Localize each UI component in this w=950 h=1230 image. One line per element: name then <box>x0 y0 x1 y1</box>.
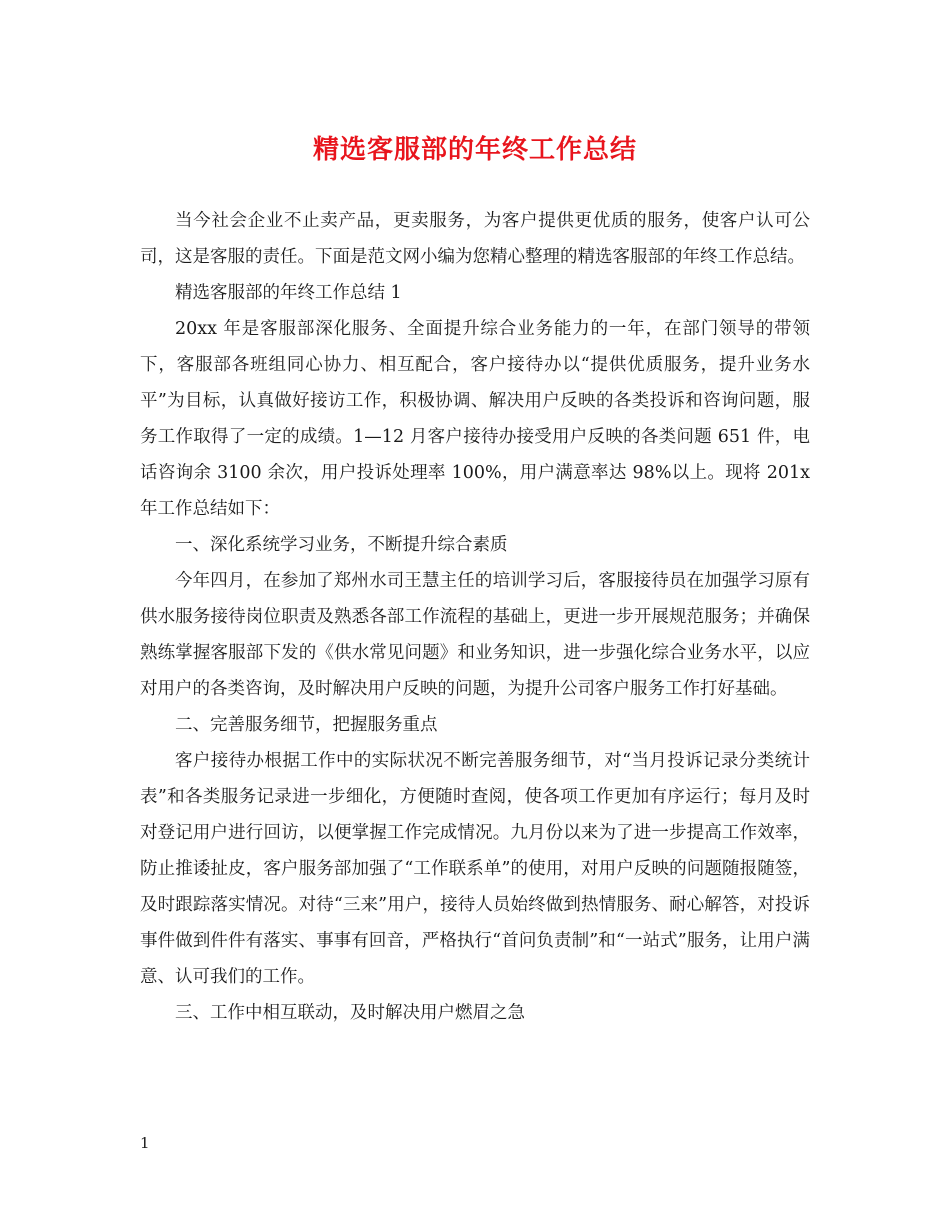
paragraph: 20xx 年是客服部深化服务、全面提升综合业务能力的一年，在部门领导的带领下，客服部各班组同心协力、相互配合，客户接待办以“提供优质服务，提升业务水平”为目标，认真做好接访工作，积极协调、解决用户反映的各类投诉和咨询问题，服务工作取得了一定的成绩。1—12 月客户接待办接受用户反映的各类问题 651 件，电话咨询余 3100 余次，用户投诉处理率 100%，用户满意率达 98%以上。现将 201x 年工作总结如下： <box>140 319 810 519</box>
document-title: 精选客服部的年终工作总结 <box>312 135 637 165</box>
paragraph: 当今社会企业不止卖产品，更卖服务，为客户提供更优质的服务，使客户认可公司，这是客服的责任。下面是范文网小编为您精心整理的精选客服部的年终工作总结。 <box>140 211 810 267</box>
page-number: 1 <box>140 1134 150 1152</box>
paragraph: 一、深化系统学习业务，不断提升综合素质 <box>175 535 508 555</box>
paragraph: 三、工作中相互联动，及时解决用户燃眉之急 <box>175 1003 525 1023</box>
paragraph: 客户接待办根据工作中的实际状况不断完善服务细节，对“当月投诉记录分类统计表”和各类服务记录进一步细化，方便随时查阅，使各项工作更加有序运行；每月及时对登记用户进行回访，以便掌握工作完成情况。九月份以来为了进一步提高工作效率，防止推诿扯皮，客户服务部加强了“工作联系单”的使用，对用户反映的问题随报随签，及时跟踪落实情况。对待“三来”用户，接待人员始终做到热情服务、耐心解答，对投诉事件做到件件有落实、事事有回音，严格执行“首问负责制”和“一站式”服务，让用户满意、认可我们的工作。 <box>140 751 810 987</box>
paragraph: 二、完善服务细节，把握服务重点 <box>175 715 438 735</box>
paragraph: 精选客服部的年终工作总结 1 <box>175 283 402 303</box>
document-body <box>140 203 810 1031</box>
paragraph: 今年四月，在参加了郑州水司王慧主任的培训学习后，客服接待员在加强学习原有供水服务接待岗位职责及熟悉各部工作流程的基础上，更进一步开展规范服务；并确保熟练掌握客服部下发的《供水常见问题》和业务知识，进一步强化综合业务水平，以应对用户的各类咨询，及时解决用户反映的问题，为提升公司客户服务工作打好基础。 <box>140 571 810 699</box>
